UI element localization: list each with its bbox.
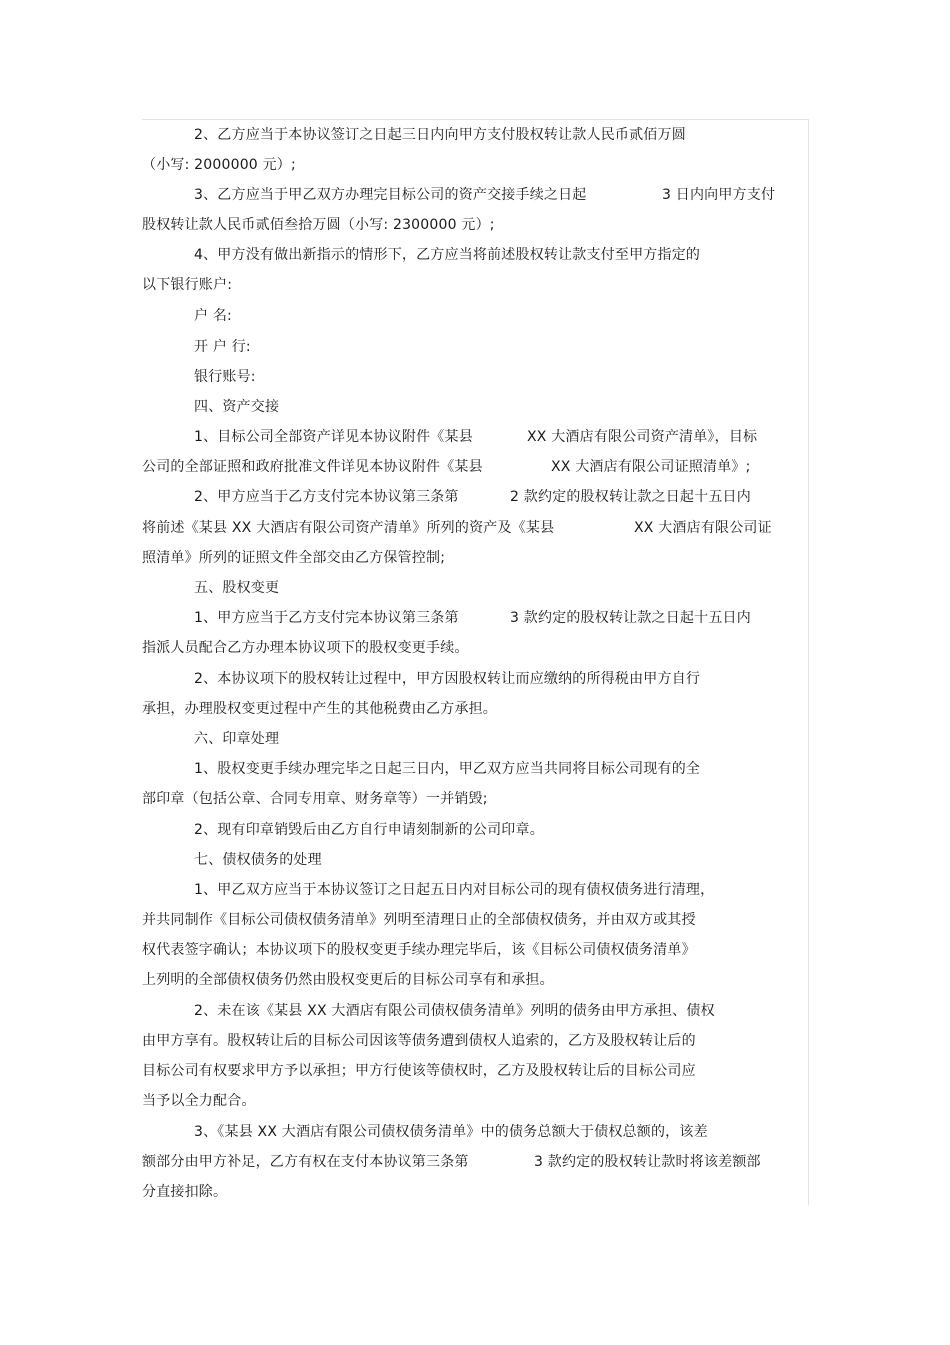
- text-line: 股权转让款人民币贰佰叁拾万圆（小写: 2300000 元）;: [142, 217, 495, 233]
- text-line: 分直接扣除。: [142, 1184, 228, 1200]
- text-line: 2 款约定的股权转让款之日起十五日内: [510, 489, 751, 505]
- text-line: 当予以全力配合。: [142, 1093, 256, 1109]
- account-number-label: 银行账号:: [194, 369, 256, 385]
- text-line: XX 大酒店有限公司证照清单》;: [551, 459, 751, 475]
- text-line: 1、股权变更手续办理完毕之日起三日内，甲乙双方应当共同将目标公司现有的全: [194, 761, 701, 777]
- section-heading: 五、股权变更: [194, 580, 280, 596]
- text-line: 1、目标公司全部资产详见本协议附件《某县: [194, 429, 473, 445]
- section-heading: 七、债权债务的处理: [194, 852, 322, 868]
- text-line: 2、现有印章销毁后由乙方自行申请刻制新的公司印章。: [194, 822, 544, 838]
- text-line: 目标公司有权要求甲方予以承担；甲方行使该等债权时，乙方及股权转让后的目标公司应: [142, 1063, 696, 1079]
- text-line: 将前述《某县 XX 大酒店有限公司资产清单》所列的资产及《某县: [142, 520, 555, 536]
- text-line: 1、甲乙双方应当于本协议签订之日起五日内对目标公司的现有债权债务进行清理，: [194, 882, 715, 898]
- text-line: 2、未在该《某县 XX 大酒店有限公司债权债务清单》列明的债务由甲方承担、债权: [194, 1003, 715, 1019]
- text-line: 公司的全部证照和政府批准文件详见本协议附件《某县: [142, 459, 483, 475]
- text-line: XX 大酒店有限公司证: [634, 520, 772, 536]
- text-line: 3、《某县 XX 大酒店有限公司债权债务清单》中的债务总额大于债权总额的，该差: [194, 1124, 708, 1140]
- text-line: 3 款约定的股权转让款之日起十五日内: [510, 610, 751, 626]
- text-line: 由甲方享有。股权转让后的目标公司因该等债务遭到债权人追索的，乙方及股权转让后的: [142, 1033, 696, 1049]
- text-line: 2、乙方应当于本协议签订之日起三日内向甲方支付股权转让款人民币贰佰万圆: [194, 127, 686, 143]
- text-line: 承担，办理股权变更过程中产生的其他税费由乙方承担。: [142, 701, 497, 717]
- text-line: 额部分由甲方补足，乙方有权在支付本协议第三条第: [142, 1154, 469, 1170]
- text-line: 2、本协议项下的股权转让过程中，甲方因股权转让而应缴纳的所得税由甲方自行: [194, 671, 701, 687]
- text-line: 3、乙方应当于甲乙双方办理完目标公司的资产交接手续之日起: [194, 187, 587, 203]
- text-line: 1、甲方应当于乙方支付完本协议第三条第: [194, 610, 459, 626]
- text-line: 以下银行账户:: [142, 277, 233, 293]
- section-heading: 四、资产交接: [194, 399, 280, 415]
- text-line: （小写: 2000000 元）;: [142, 157, 296, 173]
- text-line: 权代表签字确认；本协议项下的股权变更手续办理完毕后，该《目标公司债权债务清单》: [142, 942, 696, 958]
- text-line: 2、甲方应当于乙方支付完本协议第三条第: [194, 489, 459, 505]
- text-line: 并共同制作《目标公司债权债务清单》列明至清理日止的全部债权债务，并由双方或其授: [142, 912, 696, 928]
- text-line: 照清单》所列的证照文件全部交由乙方保管控制;: [142, 550, 446, 566]
- text-line: XX 大酒店有限公司资产清单》，目标: [527, 429, 758, 445]
- text-line: 部印章（包括公章、合同专用章、财务章等）一并销毁;: [142, 791, 488, 807]
- text-line: 3 日内向甲方支付: [662, 187, 776, 203]
- text-line: 4、甲方没有做出新指示的情形下，乙方应当将前述股权转让款支付至甲方指定的: [194, 247, 701, 263]
- section-heading: 六、印章处理: [194, 731, 280, 747]
- text-line: 指派人员配合乙方办理本协议项下的股权变更手续。: [142, 640, 469, 656]
- account-name-label: 户 名:: [194, 308, 232, 324]
- bank-label: 开 户 行:: [194, 339, 251, 355]
- text-line: 上列明的全部债权债务仍然由股权变更后的目标公司享有和承担。: [142, 972, 554, 988]
- text-line: 3 款约定的股权转让款时将该差额部: [534, 1154, 761, 1170]
